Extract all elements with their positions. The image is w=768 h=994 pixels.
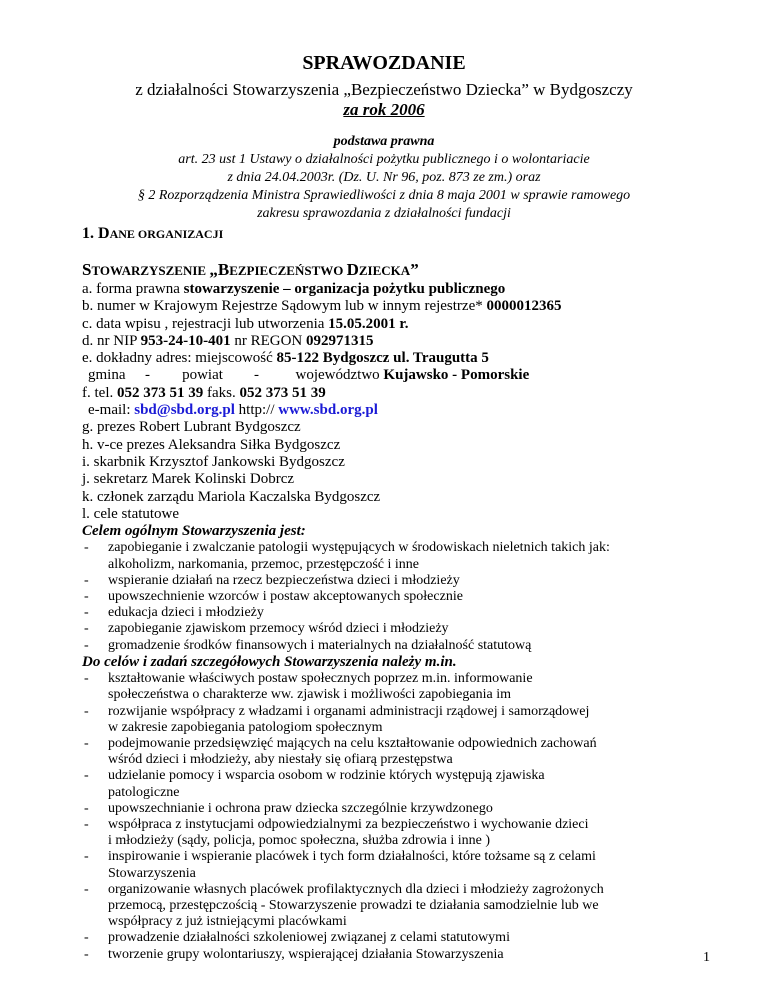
list-item [82,849,702,881]
field-phone-fax: f. tel. 052 373 51 39 faks. 052 373 51 39 [82,384,326,401]
bullet-dash: - [84,800,89,816]
list-item-text: kształtowanie właściwych postaw społecznych poprzez m.in. informowanie [108,671,533,687]
report-title: SPRAWOZDANIE [302,52,466,74]
list-item-text: Stowarzyszenia [108,865,196,881]
list-item [82,589,702,605]
field-board-member: k. członek zarządu Mariola Kaczalska Bydgoszcz [82,488,381,505]
list-item-text: upowszechnianie i ochrona praw dziecka szczególnie krzywdzonego [108,800,493,816]
bullet-dash: - [84,572,89,588]
legal-basis-line: § 2 Rozporządzenia Ministra Sprawiedliwości z dnia 8 maja 2001 w sprawie ramowego [137,188,631,203]
list-item-text: udzielanie pomocy i wsparcia osobom w rodzinie których występują zjawiska [108,768,545,784]
list-item [82,638,702,654]
bullet-dash: - [84,703,89,719]
list-item [82,947,702,963]
bullet-dash: - [84,768,89,784]
list-item [82,817,702,849]
list-item [82,736,702,768]
list-item [82,573,702,589]
bullet-dash: - [84,849,89,865]
detailed-tasks-list [82,671,702,963]
field-address: e. dokładny adres: miejscowość 85-122 Bydgoszcz ul. Traugutta 5 [82,350,489,367]
list-item [82,605,702,621]
bullet-dash: - [84,637,89,653]
list-item [82,671,702,703]
bullet-dash: - [84,881,89,897]
bullet-dash: - [84,946,89,962]
website-link[interactable]: www.sbd.org.pl [278,402,378,419]
list-item-text: wspieranie działań na rzecz bezpieczeństwa dzieci i młodzieży [108,572,460,588]
list-item-text: inspirowanie i wspieranie placówek i tych form działalności, które tożsame są z celami [108,849,596,865]
bullet-dash: - [84,930,89,946]
list-item-text: współpracy z już istniejącymi placówkami [108,914,347,930]
field-secretary: j. sekretarz Marek Kolinski Dobrcz [82,471,295,488]
general-goals-heading: Celem ogólnym Stowarzyszenia jest: [82,523,306,540]
report-subtitle: z działalności Stowarzyszenia „Bezpieczeństwo Dziecka” w Bydgoszczy [135,80,633,99]
field-email-www: e-mail: sbd@sbd.org.pl http:// www.sbd.org.pl [88,402,378,419]
list-item-text: zapobieganie i zwalczanie patologii występujących w środowiskach nieletnich takich jak: [108,540,610,556]
field-statutory-goals: l. cele statutowe [82,505,180,522]
list-item-text: wśród dzieci i młodzieży, aby niestały się ofiarą przestępstwa [108,752,453,768]
list-item [82,801,702,817]
list-item-text: tworzenie grupy wolontariuszy, wspierającej działania Stowarzyszenia [108,946,504,962]
field-legal-form: a. forma prawna stowarzyszenie – organizacja pożytku publicznego [82,281,506,297]
list-item-text: prowadzenie działalności szkoleniowej związanej z celami statutowymi [108,930,510,946]
legal-basis-line: art. 23 ust 1 Ustawy o działalności pożytku publicznego i o wolontariacie [178,152,590,167]
list-item-text: współpraca z instytucjami odpowiedzialnymi za bezpieczeństwo i wychowanie dzieci [108,817,589,832]
report-year: za rok 2006 [343,100,425,119]
list-item [82,930,702,946]
list-item-text: gromadzenie środków finansowych i materialnych na działalność statutową [108,637,532,653]
general-goals-list [82,540,702,653]
legal-basis-line: z dnia 24.04.2003r. (Dz. U. Nr 96, poz. 873 ze zm.) oraz [227,170,541,185]
list-item-text: podejmowanie przedsięwzięć mających na celu kształtowanie odpowiednich zachowań [108,735,597,751]
field-vice-president: h. v-ce prezes Aleksandra Siłka Bydgoszcz [82,436,341,453]
field-president: g. prezes Robert Lubrant Bydgoszcz [82,419,301,436]
list-item [82,621,702,637]
bullet-dash: - [84,605,89,621]
detailed-tasks-heading: Do celów i zadań szczegółowych Stowarzyszenia należy m.in. [82,653,457,670]
list-item-text: organizowanie własnych placówek profilaktycznych dla dzieci i młodzieży zagrożonych [108,881,604,897]
list-item-text: i młodzieży (sądy, policja, pomoc społeczna, służba zdrowia i inne ) [108,833,491,849]
bullet-dash: - [84,817,89,832]
list-item-text: zapobieganie zjawiskom przemocy wśród dzieci i młodzieży [108,621,449,637]
list-item-text: społeczeństwa o charakterze ww. zjawisk i możliwości zapobiegania im [108,687,511,703]
organization-name-heading: STOWARZYSZENIE „BEZPIECZEŃSTWO DZIECKA” [82,260,419,279]
field-registration-date: c. data wpisu , rejestracji lub utworzenia 15.05.2001 r. [82,315,409,332]
bullet-dash: - [84,540,89,556]
legal-basis [0,133,768,223]
field-region: gmina - powiat - województwo Kujawsko - Pomorskie [88,367,530,384]
field-krs-number: b. numer w Krajowym Rejestrze Sądowym lub w innym rejestrze* 0000012365 [82,298,562,315]
field-treasurer: i. skarbnik Krzysztof Jankowski Bydgoszcz [82,453,345,470]
document-body [82,281,702,963]
list-item-text: edukacja dzieci i młodzieży [108,605,264,621]
bullet-dash: - [84,621,89,637]
page-number: 1 [703,950,710,965]
list-item [82,768,702,800]
bullet-dash: - [84,589,89,605]
list-item-text: rozwijanie współpracy z władzami i organami administracji rządowej i samorządowej [108,703,590,719]
list-item [82,882,702,931]
legal-basis-line: zakresu sprawozdania z działalności fundacji [257,206,511,221]
list-item [82,704,702,736]
list-item-text: przemocą, przestępczością - Stowarzyszenie prowadzi te działania samodzielnie lub we [108,898,599,914]
list-item-text: alkoholizm, narkomania, przemoc, przestępczość i inne [108,556,419,572]
email-link[interactable]: sbd@sbd.org.pl [134,402,235,419]
list-item [82,540,702,572]
legal-basis-heading: podstawa prawna [333,134,435,149]
bullet-dash: - [84,671,89,687]
list-item-text: upowszechnienie wzorców i postaw akceptowanych społecznie [108,589,463,605]
section-heading-org-data: 1. DANE ORGANIZACJI [82,225,224,242]
bullet-dash: - [84,735,89,751]
field-nip-regon: d. nr NIP 953-24-10-401 nr REGON 092971315 [82,332,374,349]
list-item-text: patologiczne [108,784,180,800]
list-item-text: w zakresie zapobiegania patologiom społecznym [108,719,383,735]
